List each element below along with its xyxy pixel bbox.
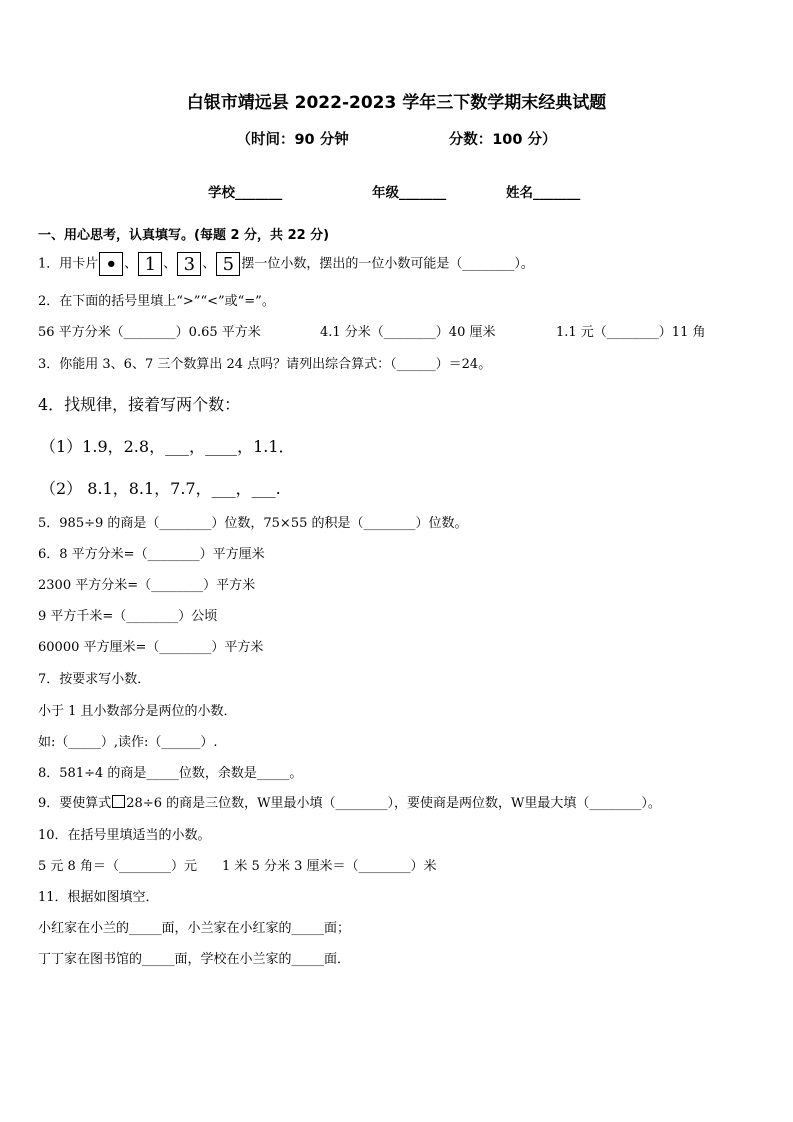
q2-compare-c: 1.1 元（________）11 角 [556, 325, 706, 340]
question-4: 4．找规律，接着写两个数： [38, 395, 241, 414]
card-dot: • [99, 252, 123, 276]
q11-item-b: 丁丁家在图书馆的_____面，学校在小兰家的_____面． [38, 952, 351, 967]
q1-suffix: 摆一位小数，摆出的一位小数可能是（________）。 [241, 256, 534, 272]
question-5: 5．985÷9 的商是（________）位数，75×55 的积是（________）位数。 [38, 516, 468, 531]
q2-compare-a: 56 平方分米（________）0.65 平方米 [38, 325, 261, 340]
grade-field: 年级_______ [372, 185, 447, 201]
q10-item-b: 1 米 5 分米 3 厘米＝（________）米 [222, 859, 437, 874]
question-3: 3．你能用 3、6、7 三个数算出 24 点吗？请列出综合算式：（______）＝24。 [38, 357, 492, 372]
card-3: 3 [177, 252, 201, 276]
q1-prefix: 1．用卡片 [38, 256, 99, 272]
question-6a: 6．8 平方分米=（________）平方厘米 [38, 547, 265, 562]
q4-sequence-2: （2） 8.1，8.1，7.7，___，___. [40, 479, 281, 498]
card-1: 1 [138, 252, 162, 276]
score-label: 分数：100 分） [448, 132, 557, 148]
card-5: 5 [216, 252, 240, 276]
question-6c: 9 平方千米=（________）公顷 [38, 609, 218, 624]
question-6b: 2300 平方分米=（________）平方米 [38, 578, 256, 593]
q2-compare-b: 4.1 分米（________）40 厘米 [320, 325, 496, 340]
section-heading: 一、用心思考，认真填写。(每题 2 分，共 22 分) [38, 228, 330, 243]
question-2: 2．在下面的括号里填上“>”“<”或“=”。 [38, 294, 275, 309]
q4-sequence-1: （1）1.9，2.8，___，____，1.1． [40, 437, 295, 456]
exam-title: 白银市靖远县 2022-2023 学年三下数学期末经典试题 [186, 93, 607, 113]
question-9: 9．要使算式 28÷6 的商是三位数，W里最小填（________），要使商是两位数，W里最大填（________）。 [38, 796, 661, 811]
question-7: 7．按要求写小数． [38, 672, 151, 687]
question-1: 1．用卡片 • 、 1 、 3 、 5 摆一位小数，摆出的一位小数可能是（________）。 [38, 254, 534, 275]
q11-item-a: 小红家在小兰的_____面，小兰家在小红家的_____面； [38, 921, 351, 936]
question-10: 10．在括号里填适当的小数。 [38, 828, 211, 843]
name-field: 姓名_______ [506, 185, 581, 201]
q7-condition: 小于 1 且小数部分是两位的小数． [38, 704, 237, 719]
q7-example: 如:（_____）,读作:（______）. [38, 735, 218, 750]
exam-subtitle [0, 128, 793, 149]
question-11: 11．根据如图填空． [38, 890, 159, 905]
question-8: 8．581÷4 的商是_____位数，余数是_____。 [38, 766, 303, 781]
blank-square-icon [112, 795, 125, 808]
q10-item-a: 5 元 8 角＝（________）元 [38, 859, 197, 874]
school-field: 学校_______ [208, 185, 283, 201]
question-6d: 60000 平方厘米=（________）平方米 [38, 640, 264, 655]
time-label: （时间：90 分钟 [236, 132, 349, 148]
